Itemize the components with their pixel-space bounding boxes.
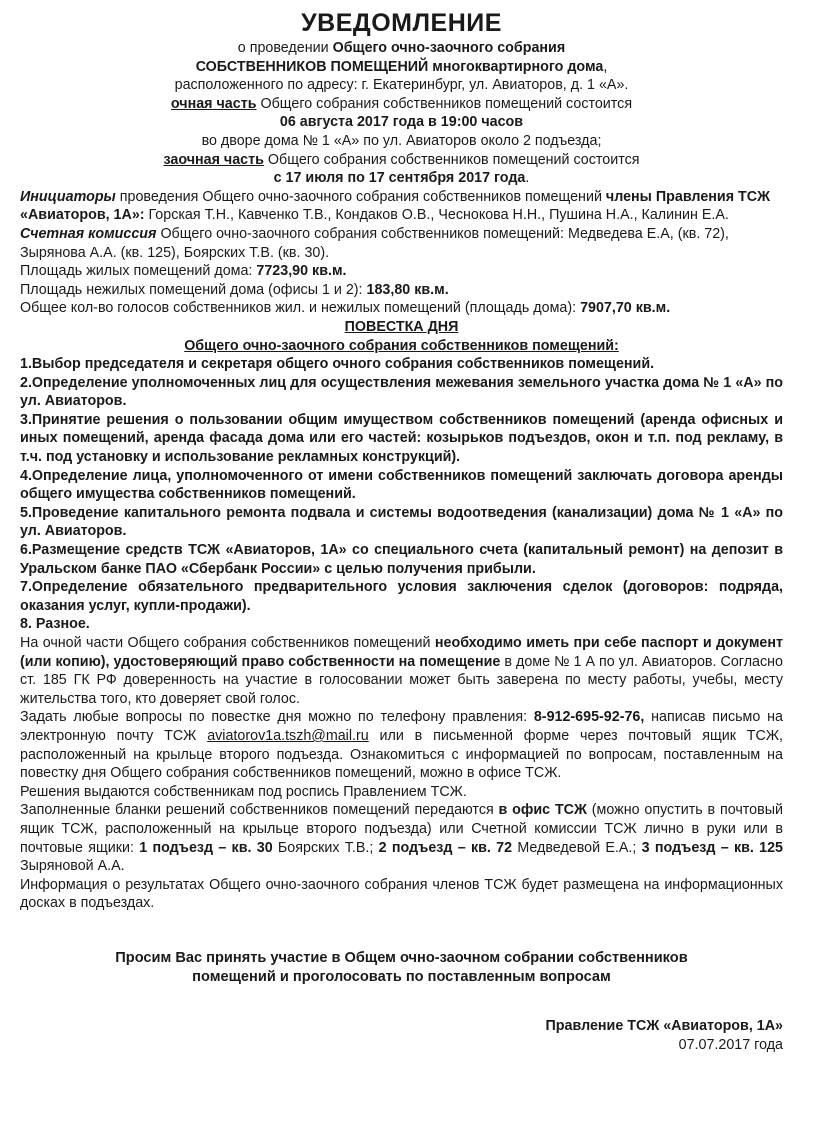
residential-area: Площадь жилых помещений дома: 7723,90 кв.м. bbox=[20, 263, 347, 280]
attendance-requirements-paragraph: На очной части Общего собрания собственников помещений необходимо иметь при себе паспорт и документ (или копию), удостоверяющий право собственности на помещение в доме № 1 А по ул. Авиаторов. Согласно ст. 185 ГК РФ доверенность на участие в голосовании может быть заверена по месту работы, учебы, месту жительства того, кто доверяет свой голос. bbox=[20, 635, 783, 707]
document-title: УВЕДОМЛЕНИЕ bbox=[301, 9, 502, 37]
header-line-2: СОБСТВЕННИКОВ ПОМЕЩЕНИЙ многоквартирного дома, bbox=[195, 58, 608, 75]
agenda-item: 1.Выбор председателя и секретаря общего очного собрания собственников помещений. bbox=[20, 356, 655, 373]
absentee-part-line: заочная часть Общего собрания собственников помещений состоится bbox=[163, 151, 640, 168]
agenda-item: 8. Разное. bbox=[20, 616, 90, 633]
in-person-date: 06 августа 2017 года в 19:00 часов bbox=[279, 114, 524, 131]
address-line: расположенного по адресу: г. Екатеринбург, ул. Авиаторов, д. 1 «А». bbox=[174, 77, 629, 94]
total-votes: Общее кол-во голосов собственников жил. и нежилых помещений (площадь дома): 7907,70 кв.м. bbox=[20, 300, 671, 317]
contact-paragraph: Задать любые вопросы по повестке дня можно по телефону правления: 8-912-695-92-76, написав письмо на электронную почту ТСЖ aviatorov1a.tszh@mail.ru или в письменной форме через почтовый ящик ТСЖ, расположенный на крыльце второго подъезда. Ознакомиться с информацией по вопросам, поставленным на повестку дня Общего собрания собственников помещений, можно в офисе ТСЖ. bbox=[20, 709, 783, 782]
signature-org: Правление ТСЖ «Авиаторов, 1А» bbox=[545, 1017, 783, 1034]
ballot-submission-paragraph: Заполненные бланки решений собственников помещений передаются в офис ТСЖ (можно опустить в почтовый ящик ТСЖ, расположенный на крыльце второго подъезда) или Счетной комиссии ТСЖ лично в руки или в почтовые ящики: 1 подъезд – кв. 30 Боярских Т.В.; 2 подъезд – кв. 72 Медведевой Е.А.; 3 подъезд – кв. 125 Зыряновой А.А. bbox=[20, 802, 783, 875]
agenda-item: 3.Принятие решения о пользовании общим имуществом собственников помещений (аренда офисных и иных помещений, аренда фасада дома или его частей: козырьков подъездов, окон и т.п. под рекламу, в т.ч. под установку и использование рекламных конструкций). bbox=[20, 411, 783, 466]
board-email-link[interactable]: aviatorov1a.tszh@mail.ru bbox=[207, 727, 369, 744]
agenda bbox=[20, 318, 783, 634]
agenda-item: 5.Проведение капитального ремонта подвала и системы водоотведения (канализации) дома № 1 «А» по ул. Авиаторов. bbox=[20, 504, 783, 540]
signature-block bbox=[20, 1017, 783, 1054]
in-person-location: во дворе дома № 1 «А» по ул. Авиаторов около 2 подъезда; bbox=[201, 132, 602, 149]
agenda-item: 2.Определение уполномоченных лиц для осуществления межевания земельного участка дома № 1 «А» по ул. Авиаторов. bbox=[20, 374, 783, 410]
agenda-item: 6.Размещение средств ТСЖ «Авиаторов, 1А» со специального счета (капитальный ремонт) на депозит в Уральском банке ПАО «Сбербанк России» с целью получения прибыли. bbox=[20, 542, 783, 577]
initiators-paragraph: Инициаторы проведения Общего очно-заочного собрания собственников помещений члены Правления ТСЖ «Авиаторов, 1А»: Горская Т.Н., Кавченко Т.В., Кондаков О.В., Чеснокова Н.Н., Пушина Н.А., Калинин Е.А. bbox=[20, 188, 770, 224]
nonresidential-area: Площадь нежилых помещений дома (офисы 1 и 2): 183,80 кв.м. bbox=[20, 281, 449, 298]
agenda-item: 7.Определение обязательного предварительного условия заключения сделок (договоров: подряда, оказания услуг, купли-продажи). bbox=[20, 579, 783, 614]
agenda-item: 4.Определение лица, уполномоченного от имени собственников помещений заключать договора аренды общего имущества собственников помещений. bbox=[20, 467, 783, 503]
decisions-issued-paragraph: Решения выдаются собственникам под роспись Правлением ТСЖ. bbox=[20, 783, 467, 800]
agenda-subtitle: Общего очно-заочного собрания собственников помещений: bbox=[184, 337, 619, 354]
in-person-part-line: очная часть Общего собрания собственников помещений состоится bbox=[170, 95, 633, 112]
header-line-1: о проведении Общего очно-заочного собрания bbox=[237, 40, 566, 56]
participation-appeal: Просим Вас принять участие в Общем очно-заочном собрании собственников помещений и проголосовать по поставленным вопросам bbox=[115, 949, 688, 985]
meeting-info bbox=[20, 188, 783, 318]
results-info-paragraph: Информация о результатах Общего очно-заочного собрания членов ТСЖ будет размещена на информационных досках в подъездах. bbox=[20, 876, 783, 912]
agenda-title: ПОВЕСТКА ДНЯ bbox=[344, 318, 459, 335]
signature-date: 07.07.2017 года bbox=[678, 1036, 783, 1053]
board-phone: 8-912-695-92-76, bbox=[533, 709, 645, 726]
absentee-dates: с 17 июля по 17 сентября 2017 года. bbox=[273, 170, 530, 187]
notice-header bbox=[20, 39, 783, 188]
notice-body bbox=[20, 634, 783, 913]
counting-commission-paragraph: Счетная комиссия Общего очно-заочного собрания собственников помещений: Медведева Е.А, (кв. 72), Зырянова А.А. (кв. 125), Боярских Т.В. (кв. 30). bbox=[20, 225, 729, 261]
